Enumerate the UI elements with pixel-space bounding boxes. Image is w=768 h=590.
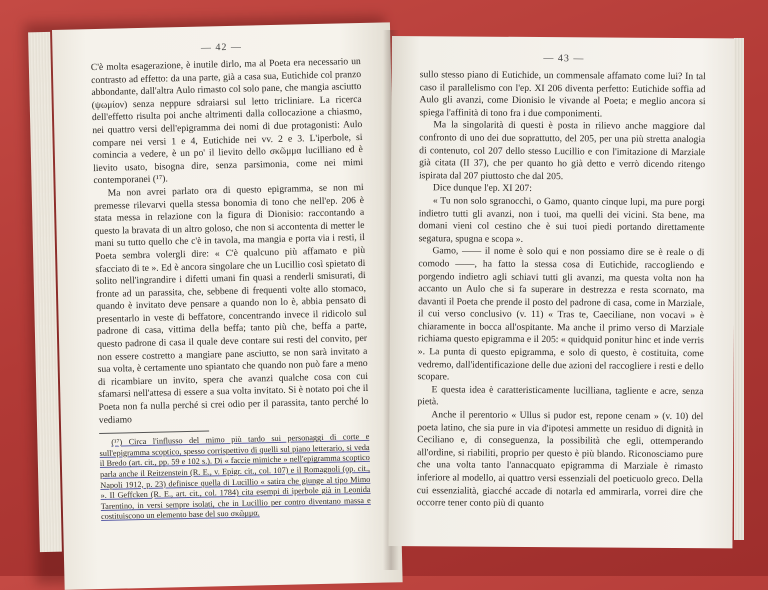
- paragraph: Anche il perentorio « Ullus si pudor est, repone cenam » (v. 10) del poeta latino, che sia pure in via d'ipotesi ammette un residuo di dignità in Ceciliano e, di conseguenza, la possibilità che egli, ottemperando all'ordine, si riabiliti, proprio per questo è più blando. Riconosciamo pure che una volta tanto l'annacquato epigramma di Marziale è rimasto inferiore al modello, ai quattro versi essenziali del poeticuolo greco. Della cui essenzialità, giacché accade di notarla ed ammirarla, vorrei dire che occorre tener conto più di quanto: [416, 409, 704, 510]
- footnote-text: (¹⁷) Circa l'influsso del mimo più tardo sui personaggi di corte e sull'epigramma scoptico, spesso corrispettivo di quelli sul piano letterario, si veda il Bredo (art. cit., pp. 59 e 102 s.). Di « faccie mimiche » nell'epigramma scoptico parla anche il Reitzenstein (R. E., v. Epigr. cit., col. 107) e il Romagnoli (op. cit., Napoli 1912, p. 23) definisce quella di Lucillio « satira che giunge al tipo Mimo ». Il Geffcken (R. E., art. cit., col. 1784) cita esempi di iperbole già in Leonida Tarentino, in versi sempre isolati, che in Lucillio per contro diventano massa e costituiscono un elemento base del suo σκῶμμα.: [99, 432, 371, 522]
- paragraph: Ma non avrei parlato ora di questo epigramma, se non mi premesse rilevarvi quella stessa bonomia di tono che nell'ep. 206 è stata messa in relazione con la figura di Dionisio: raccontando a questo la bravata di un altro goloso, che non si accontenta di metter le mani su tutto quello che c'è in tavola, ma mangia e porta via i resti, il Poeta sembra volergli dire: « C'è qualcuno più affamato e più sfacciato di te ». Ed è ancora singolare che un Lucillio così spietato di solito nell'ingrandire i difetti umani fin quasi a renderli smisurati, di fronte ad un parassita, che, sebbene di frequenti volte allo stomaco, quando è invitato deve pensare a quando non lo è, abbia pensato di presentarlo in veste di beffatore, concentrando invece il ridicolo sul padrone di casa, vittima della beffa; tanto più che, beffa a parte, questo padrone di casa il quale deve contare sui resti del convito, per non essere costretto a mangiare pane asciutto, se non sarà invitato a sua volta, è certamente uno spiantato che quando non può fare a meno di ricambiare un invito, spera che avanzi qualche cosa con cui sfamarsi nell'attesa di essere a sua volta invitato. Si è notato poi che il Poeta non fa nulla perché si crei odio per il parassita, tanto perché lo vediamo: [93, 181, 369, 426]
- paragraph: Gamo, —— il nome è solo qui e non possiamo dire se è reale o di comodo ——, ha fatto la stessa cosa di Eutichide, raccogliendo e porgendo indietro agli schiavi tutti gli avanzi, ma questa volta non ha accanto un Aulo che si fa superare in destrezza e resta scornato, ma davanti il Poeta che prende il posto del padrone di casa, come in Marziale, il cui verso conclusivo (v. 11) « Tras te, Caeciliane, non vocavi » è chiaramente in bocca all'ospitante. Ma anche il primo verso di Marziale richiama questo epigramma e il 205: « quidquid ponitur hinc et inde verris ». La punta di questo epigramma, e solo di questo, è costituita, come vedremo, dall'identificazione delle due azioni del raccogliere i resti e dello scopare.: [417, 245, 705, 383]
- page-stack-edge-right: [734, 38, 744, 540]
- paragraph: E questa idea è caratteristicamente lucilliana, tagliente e acre, senza pietà.: [417, 384, 704, 408]
- left-page-body: [53, 55, 401, 524]
- quotation: « Tu non solo sgranocchi, o Gamo, quanto cinque lupi, ma pure porgi indietro tutti gli avanzi, non i tuoi, ma quelli dei vicini. Sta bene, ma domani vieni col cestino che è sui tuoi piedi portando direttamente segatura, spugna e scopa ».: [418, 195, 705, 245]
- page-number-right: — 43 —: [543, 53, 585, 65]
- paragraph: Dice dunque l'ep. XI 207:: [432, 182, 532, 195]
- left-page: [52, 22, 403, 590]
- footnote: [99, 432, 371, 523]
- page-number-left: — 42 —: [200, 41, 243, 54]
- paragraph: C'è molta esagerazione, è inutile dirlo, ma al Poeta era necessario un contrasto ad effetto: da una parte, già a casa sua, Eutichide col pranzo abbondante, dall'altra Aulo rimasto col solo pane, che mangia asciutto (ψωμίον) senza neppure sdraiarsi sul letto tricliniare. La ricerca dell'effetto risulta poi anche altrimenti dalla collocazione a chiasmo, nei quattro versi dell'epigramma dei nomi di due protagonisti: Aulo compare nei versi 1 e 4, Eutichide nei vv. 2 e 3. L'iperbole, si comincia a vedere, è un po' il lievito dello σκῶμμα lucilliano ed è lievito usato, bisogna dire, senza parsimonia, come nei mimi contemporanei (¹⁷).: [90, 56, 364, 187]
- right-page: [388, 36, 736, 548]
- paragraph: Ma la singolarità di questi è posta in rilievo anche maggiore dal confronto di uno dei due soprattutto, del 205, per una più stretta analogia di contenuto, col 207 dello stesso Lucillio e con l'imitazione di Marziale già citata (II 37), che per quanto ho già detto e verrò dicendo ritengo ispirata dal 207 piuttosto che dal 205.: [418, 119, 706, 182]
- paragraph: sullo stesso piano di Eutichide, un commensale affamato come lui? In tal caso il parallelismo con l'ep. XI 206 diventa perfetto: Eutichide soffia ad Aulo gli avanzi, come Dionisio le vivande al Poeta; e meglio ancora si spiega l'affinità di tono fra i due componimenti.: [419, 69, 706, 120]
- right-page-body: [389, 69, 736, 512]
- footnote-rule: [99, 431, 209, 434]
